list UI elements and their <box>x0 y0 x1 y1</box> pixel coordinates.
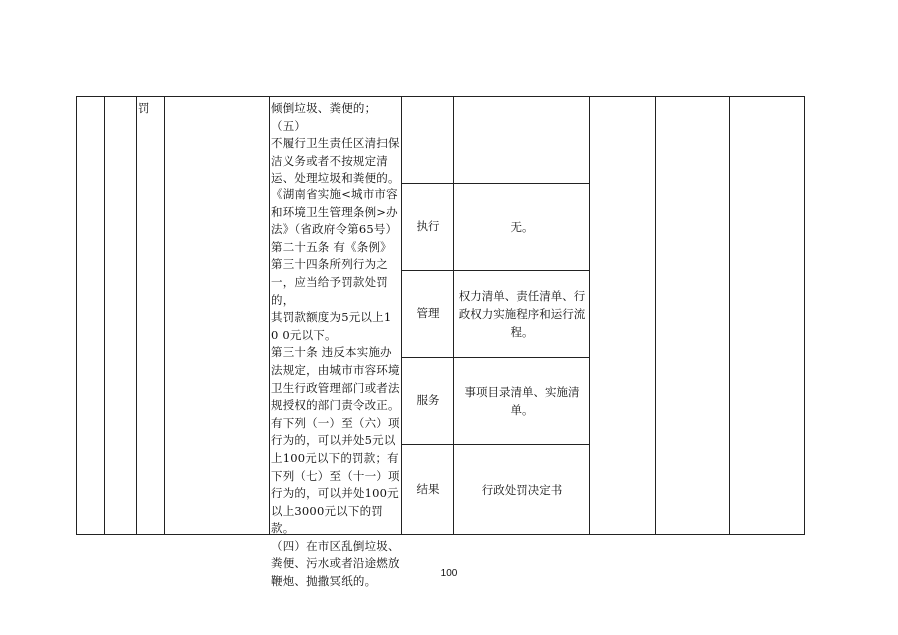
row-label-result: 结果 <box>416 481 440 496</box>
page-number: 100 <box>440 568 458 579</box>
legal-basis-continuation: 倾倒垃圾、粪便的；（五） 不履行卫生责任区清扫保 洁义务或者不按规定清 运、处理垃圾和粪便的。 <box>271 101 400 186</box>
legal-basis-text: 《湖南省实施<城市市容 和环境卫生管理条例>办 法》（省政府令第65号） 第二十五条 有《条例》 第三十四条所列行为之 一，应当给予罚款处罚的， 其罚款额度为5元以上1 0 0元以下。 第三十条 违反本实施办 法规定，由城市市容环境 卫生行政管理部门或者法 规授权的部门责令改正。 有下列（一）至（六）项 行为的，可以并处5元以 上100元以下的罚款；有 下列（七）至（十一）项 行为的，可以并处100元 以上3000元以下的罚款。 （四）在市区乱倒垃圾、 粪便、污水或者沿途燃放 鞭炮、抛撒冥纸的。 <box>271 187 400 589</box>
row-value-execution: 无。 <box>510 220 534 234</box>
category-cell: 罚 <box>138 101 150 115</box>
row-label-execution: 执行 <box>416 219 440 234</box>
row-value-service: 事项目录清单、实施清单。 <box>464 385 580 417</box>
row-label-management: 管理 <box>416 306 440 321</box>
row-label-service: 服务 <box>416 393 440 408</box>
row-value-management: 权力清单、责任清单、行政权力实施程序和运行流程。 <box>458 289 586 339</box>
row-value-result: 行政处罚决定书 <box>481 482 563 497</box>
